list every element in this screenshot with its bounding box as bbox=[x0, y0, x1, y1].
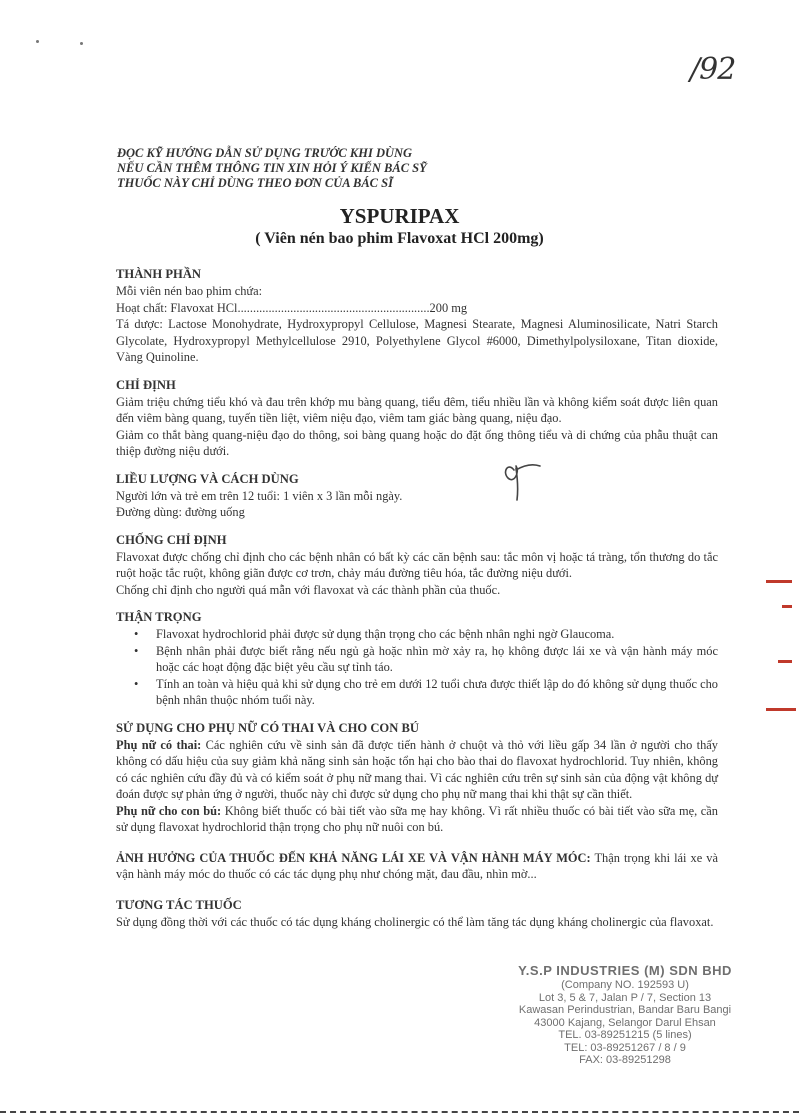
warning-line: NẾU CẦN THÊM THÔNG TIN XIN HỎI Ý KIẾN BÁC SỸ bbox=[117, 161, 427, 175]
list-item: • Bệnh nhân phải được biết rằng nếu ngủ gà hoặc nhìn mờ xảy ra, họ không được lái xe và vận hành máy móc hoặc các hoạt động đặc biệt yêu cầu sự tỉnh táo. bbox=[156, 643, 718, 676]
section-heading: THÀNH PHẦN bbox=[116, 267, 202, 281]
driving-heading: ẢNH HƯỞNG CỦA THUỐC ĐẾN KHẢ NĂNG LÁI XE VÀ VẬN HÀNH MÁY MÓC: bbox=[116, 850, 591, 865]
stamp-line: Lot 3, 5 & 7, Jalan P / 7, Section 13 bbox=[538, 991, 712, 1004]
pregnancy-paragraph bbox=[116, 737, 718, 803]
section-composition bbox=[116, 266, 718, 366]
stamp-line: TEL: 03-89251267 / 8 / 9 bbox=[564, 1041, 686, 1054]
section-heading: SỬ DỤNG CHO PHỤ NỮ CÓ THAI VÀ CHO CON BÚ bbox=[116, 720, 419, 735]
contraindications-text: Flavoxat được chống chỉ định cho các bệnh nhân có bất kỳ các căn bệnh sau: tắc môn vị hoặc tá tràng, tổn thương do tắc ruột hoặc tắc ruột, không giãn được cơ trơn, chảy máu đường tiêu hóa, tắc đường niệu dưới. bbox=[116, 549, 718, 580]
active-ingredient-label: Hoạt chất: Flavoxat HCl bbox=[116, 300, 238, 315]
pregnant-label: Phụ nữ có thai: bbox=[116, 737, 202, 752]
nursing-text: Không biết thuốc có bài tiết vào sữa mẹ hay không. Vì rất nhiều thuốc có bài tiết vào sữa mẹ, cần sử dụng flavoxat hydrochlorid thận trọng cho phụ nữ nuôi con bú. bbox=[116, 803, 719, 834]
active-ingredient-amount: 200 mg bbox=[429, 300, 468, 315]
list-item: • Flavoxat hydrochlorid phải được sử dụng thận trọng cho các bệnh nhân nghi ngờ Glaucoma. bbox=[156, 626, 718, 643]
stamp-line: (Company NO. 192593 U) bbox=[561, 979, 689, 991]
scan-speck bbox=[80, 42, 83, 45]
handwritten-initial-signature bbox=[500, 458, 560, 504]
company-stamp bbox=[505, 963, 745, 1067]
stamp-line: Kawasan Perindustrian, Bandar Baru Bangi bbox=[518, 1004, 732, 1016]
red-seal-edge-mark bbox=[766, 708, 796, 711]
section-heading: CHỈ ĐỊNH bbox=[116, 377, 176, 392]
section-indications bbox=[116, 377, 718, 460]
stamp-line: 43000 Kajang, Selangor Darul Ehsan bbox=[534, 1016, 716, 1029]
red-seal-edge-mark bbox=[766, 580, 792, 583]
driving-paragraph bbox=[116, 850, 718, 883]
indications-text: Giảm co thắt bàng quang-niệu đạo do thông, soi bàng quang hoặc do đặt ống thông tiểu và di chứng của phẫu thuật can thiệp đường niệu dưới. bbox=[116, 427, 718, 458]
driving-text: Thận trọng khi lái xe và vận hành máy móc do thuốc có các tác dụng phụ như chóng mặt, đau đầu, nhìn mờ... bbox=[116, 850, 718, 881]
stamp-line: FAX: 03-89251298 bbox=[579, 1054, 671, 1066]
composition-line: Mỗi viên nén bao phim chứa: bbox=[116, 284, 263, 298]
nursing-label: Phụ nữ cho con bú: bbox=[116, 803, 222, 818]
product-subtitle: ( Viên nén bao phim Flavoxat HCl 200mg) bbox=[255, 230, 544, 247]
dosage-text: Người lớn và trẻ em trên 12 tuổi: 1 viên x 3 lần mỗi ngày. bbox=[116, 488, 403, 503]
contraindications-text: Chống chỉ định cho người quá mẫn với flavoxat và các thành phần của thuốc. bbox=[116, 582, 501, 597]
section-heading: CHỐNG CHỈ ĐỊNH bbox=[116, 532, 227, 547]
nursing-paragraph bbox=[116, 803, 718, 836]
section-interactions bbox=[116, 897, 718, 931]
section-driving bbox=[116, 850, 718, 883]
red-seal-edge-mark bbox=[778, 660, 792, 663]
page-number: /92 bbox=[690, 52, 736, 87]
active-ingredient-line bbox=[116, 300, 718, 317]
section-heading: TƯƠNG TÁC THUỐC bbox=[116, 897, 242, 912]
precautions-list bbox=[116, 626, 718, 709]
stamp-line: TEL. 03-89251215 (5 lines) bbox=[558, 1029, 692, 1041]
list-item: • Tính an toàn và hiệu quả khi sử dụng cho trẻ em dưới 12 tuổi chưa được thiết lập do đó không sử dụng thuốc cho bệnh nhân thuộc nhóm tuổi này. bbox=[156, 676, 718, 709]
indications-text: Giảm triệu chứng tiểu khó và đau trên khớp mu bàng quang, tiểu đêm, tiểu nhiều lần và không kiểm soát được liên quan đến viêm bàng quang, tuyến tiền liệt, viêm niệu đạo, viêm tam giác bàng quang, niệu đạo. bbox=[116, 394, 718, 425]
stamp-company-name: Y.S.P INDUSTRIES (M) SDN BHD bbox=[518, 963, 732, 978]
product-title: YSPURIPAX bbox=[339, 204, 460, 228]
warning-line: THUỐC NÀY CHỈ DÙNG THEO ĐƠN CỦA BÁC SĨ bbox=[117, 176, 393, 190]
section-pregnancy bbox=[116, 720, 718, 836]
section-heading: LIỀU LƯỢNG VÀ CÁCH DÙNG bbox=[116, 471, 299, 486]
warnings-block bbox=[117, 146, 427, 191]
pregnant-text: Các nghiên cứu về sinh sản đã được tiến hành ở chuột và thỏ với liều gấp 34 lần ở người cho thấy không có dấu hiệu của suy giảm khả năng sinh sản hoặc tổn hại cho bào thai do flavoxat hydrochlorid. Tuy nhiên, không có các nghiên cứu đầy đủ và có kiểm soát ở phụ nữ mang thai. Vì các nghiên cứu trên sự sinh sản của động vật không dự đoán được sự phản ứng ở người, thuốc này chỉ được sử dụng cho phụ nữ mang thai khi thật sự cần thiết. bbox=[116, 737, 718, 801]
warning-line: ĐỌC KỸ HƯỚNG DẪN SỬ DỤNG TRƯỚC KHI DÙNG bbox=[117, 146, 413, 160]
section-dosage bbox=[116, 471, 718, 521]
document-body bbox=[116, 266, 718, 941]
active-ingredient-dots: .............................................................. bbox=[237, 300, 430, 315]
interactions-text: Sử dụng đồng thời với các thuốc có tác dụng kháng cholinergic có thể làm tăng tác dụng kháng cholinergic của flavoxat. bbox=[116, 914, 714, 929]
section-heading: THẬN TRỌNG bbox=[116, 610, 202, 624]
section-contraindications bbox=[116, 532, 718, 599]
footer-dashed-line bbox=[0, 1111, 799, 1113]
dosage-route: Đường dùng: đường uống bbox=[116, 505, 245, 519]
red-seal-edge-mark bbox=[782, 605, 792, 608]
section-precautions bbox=[116, 609, 718, 709]
excipients-text: Tá dược: Lactose Monohydrate, Hydroxypropyl Cellulose, Magnesi Stearate, Magnesi Aluminosilicate, Natri Starch Glycolate, Hydroxypropyl Methylcellulose 2910, Polyethylene Glycol #6000, Dimethylpolysiloxane, Titan dioxide, Vàng Quinoline. bbox=[116, 317, 718, 364]
scan-speck bbox=[36, 40, 39, 43]
